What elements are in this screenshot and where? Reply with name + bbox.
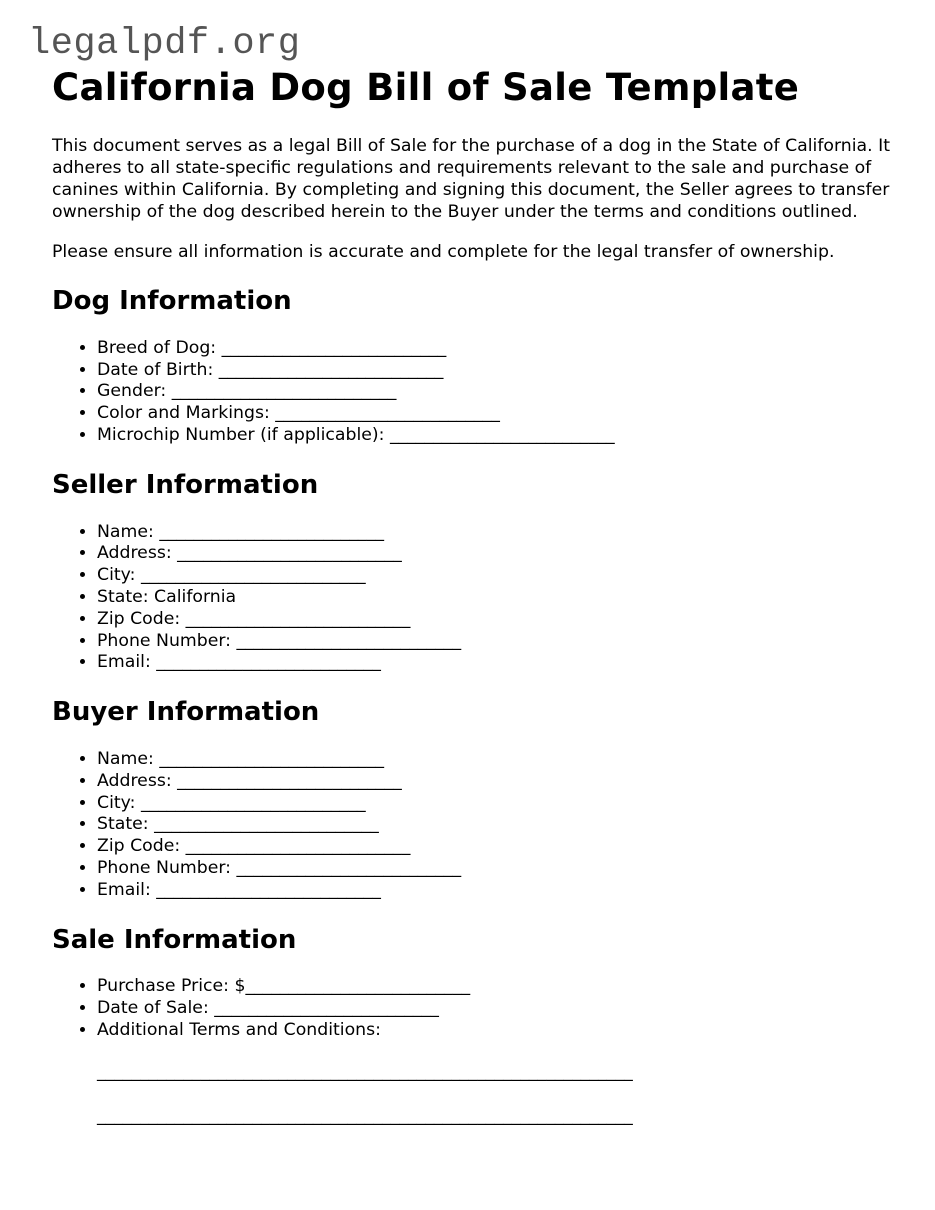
list-item-additional-terms [97, 1020, 912, 1042]
watermark-logo: legalpdf.org [28, 23, 301, 65]
field-label: State: California [97, 587, 237, 608]
field-label: Additional Terms and Conditions: [97, 1020, 381, 1041]
field-label: Address: [97, 543, 172, 564]
field-label: Email: [97, 652, 151, 673]
blank-line: __________________________ [221, 337, 447, 358]
field-label: Phone Number: [97, 858, 231, 879]
blank-line: __________________________ [140, 565, 366, 586]
seller-information-heading: Seller Information [52, 469, 319, 500]
list-item-buyer-email [97, 880, 912, 902]
blank-line: __________________________ [185, 836, 411, 857]
blank-line: __________________________ [159, 749, 384, 770]
list-item-seller-name [97, 522, 912, 544]
field-label: Purchase Price: $ [97, 976, 246, 997]
field-label: Address: [97, 770, 172, 791]
sale-information-heading: Sale Information [52, 924, 297, 955]
list-item-microchip [97, 425, 912, 447]
accuracy-note: Please ensure all information is accurate and complete for the legal transfer of ownership. [52, 242, 835, 263]
field-label: Name: [97, 521, 154, 542]
blank-line: __________________________ [214, 998, 439, 1019]
field-label: Breed of Dog: [97, 337, 217, 358]
list-item-seller-address [97, 543, 912, 565]
blank-line: __________________________ [245, 976, 471, 997]
field-label: Color and Markings: [97, 403, 270, 424]
blank-line: __________________________ [156, 652, 381, 673]
blank-line: __________________________ [389, 425, 615, 446]
list-item-seller-city [97, 565, 912, 587]
blank-line: __________________________ [236, 858, 462, 879]
blank-line: __________________________ [218, 359, 444, 380]
field-label: Phone Number: [97, 630, 231, 651]
blank-line: __________________________ [177, 543, 402, 564]
field-label: Date of Sale: [97, 998, 209, 1019]
list-item-date-of-sale [97, 998, 912, 1020]
field-label: Zip Code: [97, 608, 181, 629]
intro-paragraph: This document serves as a legal Bill of Sale for the purchase of a dog in the State of California. It adheres to all state-specific regulations and requirements relevant to the sale and purchase of canines within California. By completing and signing this document, the Seller agrees to transfer ownership of the dog described herein to the Buyer under the terms and conditions outlined. [52, 136, 891, 223]
list-item-color-markings [97, 403, 912, 425]
list-item-seller-zip [97, 609, 912, 631]
blank-line: __________________________ [185, 608, 411, 629]
seller-information-list [52, 522, 912, 675]
field-label: Name: [97, 749, 154, 770]
list-item-purchase-price [97, 976, 912, 998]
field-label: State: [97, 814, 149, 835]
field-label: Email: [97, 879, 151, 900]
additional-terms-lines [97, 1061, 912, 1127]
blank-line: __________________________ [159, 521, 384, 542]
field-label: Date of Birth: [97, 359, 214, 380]
field-label: City: [97, 792, 136, 813]
blank-line: __________________________ [154, 814, 379, 835]
blank-line: __________________________ [275, 403, 500, 424]
blank-line: __________________________ [236, 630, 462, 651]
blank-line: __________________________ [140, 792, 366, 813]
terms-blank-line: ______________________________________________________________ [97, 1061, 633, 1082]
terms-blank-line: ______________________________________________________________ [97, 1105, 633, 1126]
list-item-date-of-birth [97, 360, 912, 382]
list-item-buyer-state [97, 814, 912, 836]
field-label: Microchip Number (if applicable): [97, 425, 385, 446]
buyer-information-list [52, 749, 912, 902]
list-item-seller-state [97, 587, 912, 609]
list-item-buyer-name [97, 749, 912, 771]
list-item-buyer-city [97, 793, 912, 815]
list-item-buyer-phone [97, 858, 912, 880]
blank-line: __________________________ [171, 381, 397, 402]
blank-line: __________________________ [177, 770, 402, 791]
dog-information-heading: Dog Information [52, 286, 292, 317]
list-item-buyer-zip [97, 836, 912, 858]
field-label: City: [97, 565, 136, 586]
dog-information-list [52, 338, 912, 447]
field-label: Zip Code: [97, 836, 181, 857]
list-item-seller-phone [97, 631, 912, 653]
list-item-breed [97, 338, 912, 360]
sale-information-list [52, 976, 912, 1041]
buyer-information-heading: Buyer Information [52, 697, 320, 728]
list-item-buyer-address [97, 771, 912, 793]
list-item-gender [97, 381, 912, 403]
field-label: Gender: [97, 381, 167, 402]
document-title: California Dog Bill of Sale Template [52, 66, 800, 109]
list-item-seller-email [97, 652, 912, 674]
document-page [52, 64, 912, 1149]
blank-line: __________________________ [156, 879, 381, 900]
